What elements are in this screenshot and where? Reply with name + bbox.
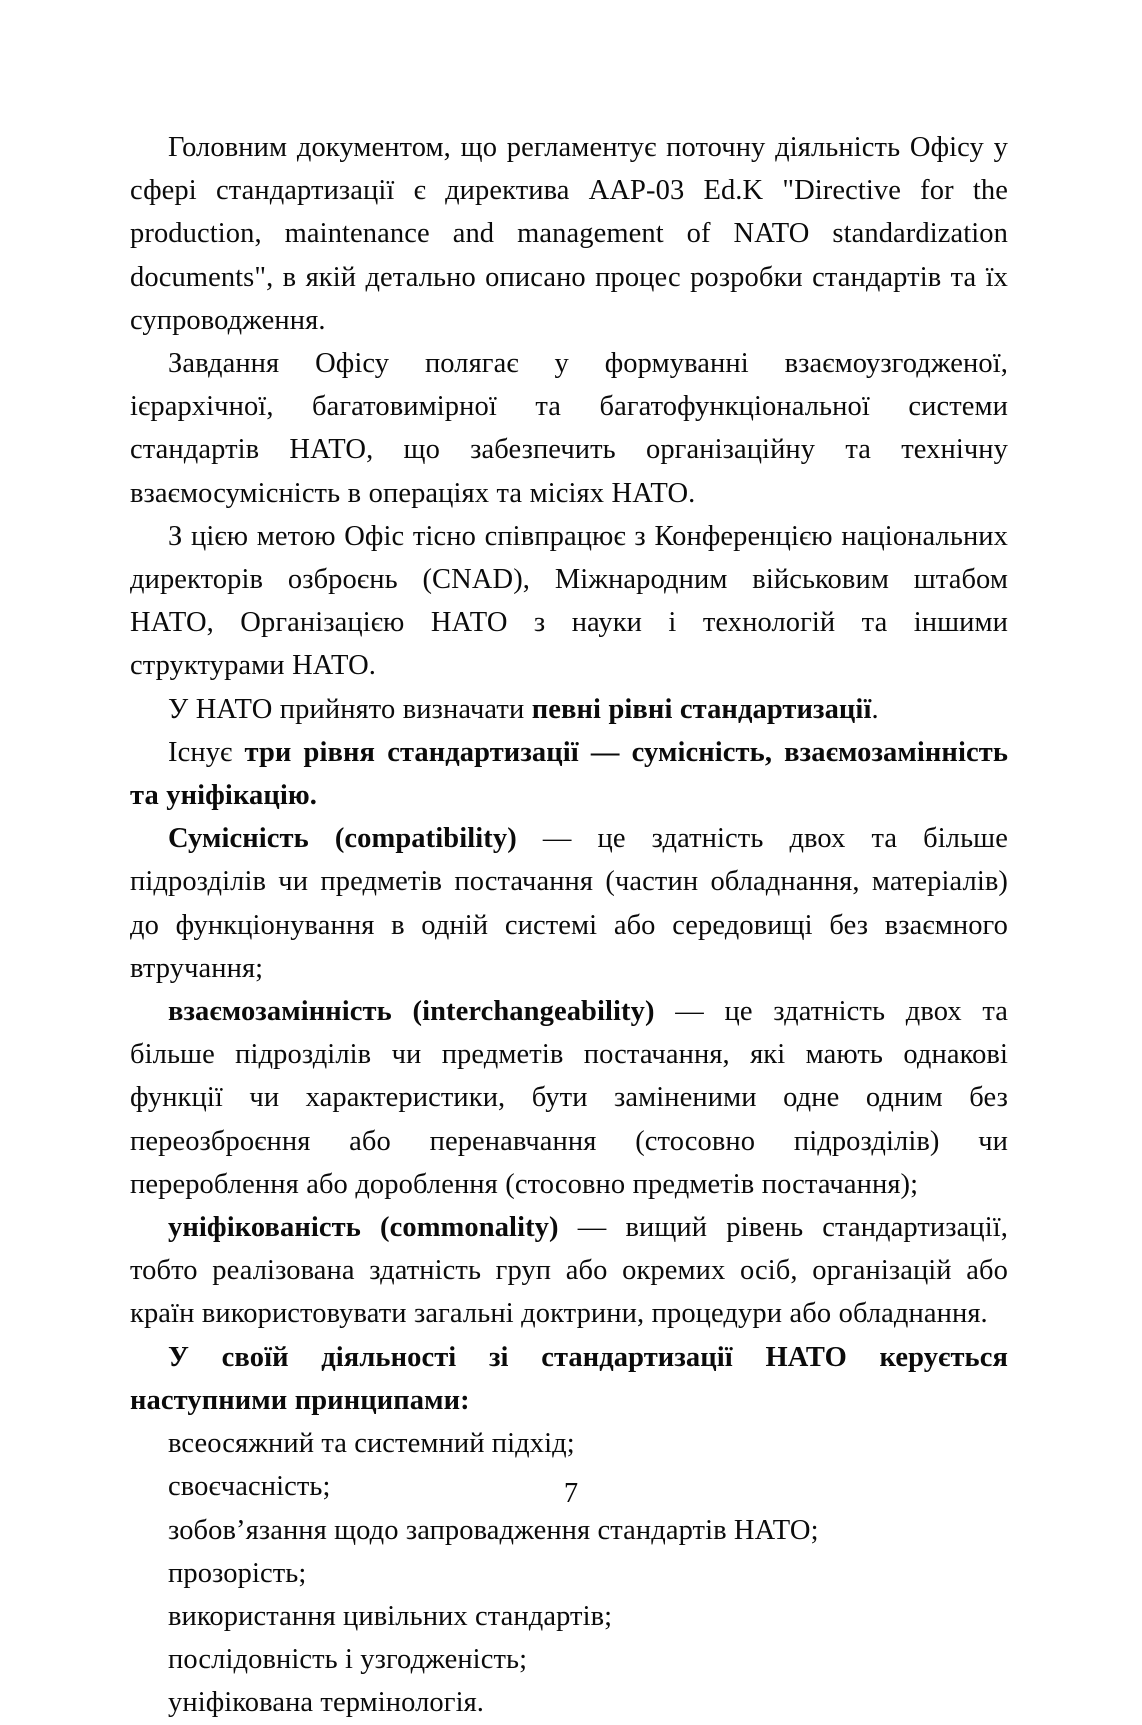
list-item: уніфікована термінологія. (168, 1687, 485, 1719)
levels-intro-bold: певні рівні стандартизації (531, 693, 872, 725)
principles-list (130, 1422, 1008, 1724)
paragraph-interchangeability (130, 990, 1008, 1206)
paragraph-levels-intro (130, 688, 1008, 731)
paragraph-office-task: Завдання Офісу полягає у формуванні взаємоузгодженої, ієрархічної, багатовимірної та багатофункціональної системи стандартів НАТО, що забезпечить організаційну та технічну взаємосумісність в операціях та місіях НАТО. (130, 348, 1008, 509)
page-number: 7 (563, 1478, 579, 1509)
compatibility-definition: — це здатність двох та більше підрозділів чи предметів постачання (частин обладнання, матеріалів) до функціонування в одній системі або середовищі без взаємного втручання; (130, 823, 1008, 984)
three-levels-plain: Існує (168, 736, 245, 768)
paragraph-cooperation: З цією метою Офіс тісно співпрацює з Конференцією національних директорів озброєнь (CNAD), Міжнародним військовим штабом НАТО, Організацією НАТО з науки і технологій та іншими структурами НАТО. (130, 520, 1008, 682)
paragraph-main-document: Головним документом, що регламентує поточну діяльність Офісу у сфері стандартизації є директива AAP-03 Ed.K "Directive for the production, maintenance and management of NATO standardization documents", в якій детально описано процес розробки стандартів та їх супроводження. (130, 132, 1008, 336)
list-item: своєчасність; (168, 1471, 331, 1503)
paragraph-three-levels (130, 731, 1008, 817)
compatibility-term: Сумісність (compatibility) (168, 823, 517, 855)
list-item: всеосяжний та системний підхід; (168, 1428, 575, 1460)
three-levels-bold: три рівня стандартизації — сумісність, взаємозамінність та уніфікацію. (130, 736, 1008, 812)
principles-heading-text: У своїй діяльності зі стандартизації НАТО керується наступними принципами: (130, 1341, 1008, 1416)
list-item: послідовність і узгодженість; (168, 1644, 528, 1676)
levels-intro-plain: У НАТО прийнято визначати (168, 693, 532, 725)
paragraph-compatibility (130, 817, 1008, 990)
interchangeability-term: взаємозамінність (interchangeability) (168, 996, 655, 1028)
commonality-definition: — вищий рівень стандартизації, тобто реалізована здатність груп або окремих осіб, організацій або країн використовувати загальні доктрини, процедури або обладнання. (130, 1212, 1008, 1330)
commonality-term: уніфікованість (commonality) (168, 1212, 559, 1244)
paragraph-commonality (130, 1206, 1008, 1336)
paragraph-principles-heading (130, 1336, 1008, 1422)
list-item: прозорість; (168, 1557, 307, 1589)
interchangeability-definition: — це здатність двох та більше підрозділів чи предметів постачання, які мають однакові функції чи характеристики, бути заміненими одне одним без переозброєння або перенавчання (стосовно підрозділів) чи перероблення або дороблення (стосовно предметів постачання); (130, 996, 1008, 1200)
list-item: зобов’язання щодо запровадження стандартів НАТО; (168, 1514, 819, 1546)
levels-intro-tail: . (871, 693, 879, 725)
list-item: використання цивільних стандартів; (168, 1600, 613, 1632)
